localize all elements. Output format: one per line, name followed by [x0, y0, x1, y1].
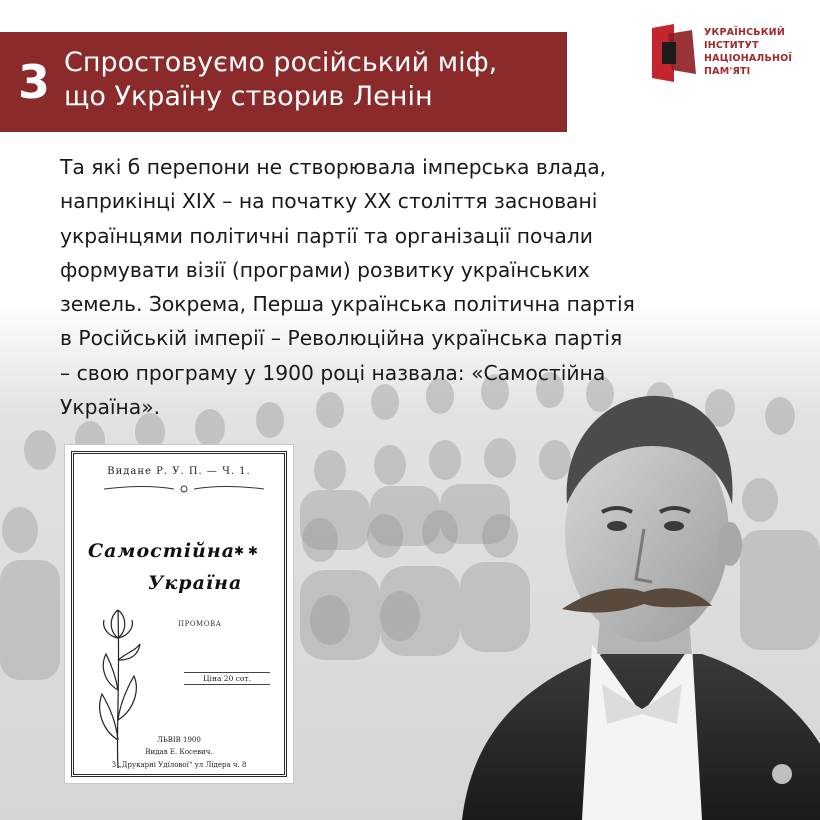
- paragraph-line: – свою програму у 1900 році назвала: «Самостійна: [60, 360, 606, 385]
- pamphlet-footer-line: З „Друкарні Удїлової“ ул Лідера ч. 8: [111, 761, 247, 769]
- stars-ornament-icon: ✱ ✱: [234, 544, 258, 558]
- logo-line: НАЦІОНАЛЬНОЇ: [704, 53, 793, 64]
- pamphlet-cover-image: [64, 444, 294, 784]
- logo-line: ІНСТИТУТ: [704, 40, 759, 51]
- pamphlet-price: Ціна 20 сот.: [184, 672, 270, 685]
- logo-line: ПАМ'ЯТІ: [704, 66, 751, 77]
- paragraph-line: в Російській імперії – Революційна українська партія: [60, 326, 623, 351]
- portrait-photo: [452, 384, 820, 820]
- pamphlet-title-line: Україна: [148, 572, 243, 594]
- pamphlet-footer-line: Видав Е. Косевич.: [145, 748, 213, 756]
- paragraph-line: наприкінці XIX – на початку XX століття засновані: [60, 189, 598, 214]
- logo-text: [704, 26, 792, 78]
- paragraph-line: українцями політичні партії та організації почали: [60, 223, 593, 248]
- paragraph-line: земель. Зокрема, Перша українська політична партія: [60, 292, 635, 317]
- logo-line: УКРАЇНСЬКИЙ: [704, 27, 785, 38]
- title-line: Спростовуємо російський міф,: [64, 47, 498, 78]
- institute-logo: [652, 22, 812, 84]
- page-title: [64, 46, 560, 114]
- pamphlet-title-line: Самостійна: [88, 540, 236, 562]
- pamphlet-subtitle: ПРОМОВА: [178, 620, 222, 628]
- paragraph-line: формувати візії (програми) розвитку українських: [60, 257, 590, 282]
- slide-number: 3: [18, 55, 51, 109]
- title-band: [0, 32, 567, 132]
- paragraph-line: Та які б перепони не створювала імперська влада,: [60, 155, 607, 179]
- logo-mark-icon: [652, 24, 696, 82]
- title-line: що Україну створив Ленін: [64, 81, 433, 112]
- ornament-icon: [104, 484, 264, 494]
- paragraph-line: Україна».: [60, 395, 161, 420]
- pamphlet-footer-line: ЛЬВІВ 1900: [157, 736, 201, 744]
- pamphlet-publisher: Видане Р. У. П. — Ч. 1.: [107, 466, 251, 477]
- pamphlet-frame: [71, 451, 287, 777]
